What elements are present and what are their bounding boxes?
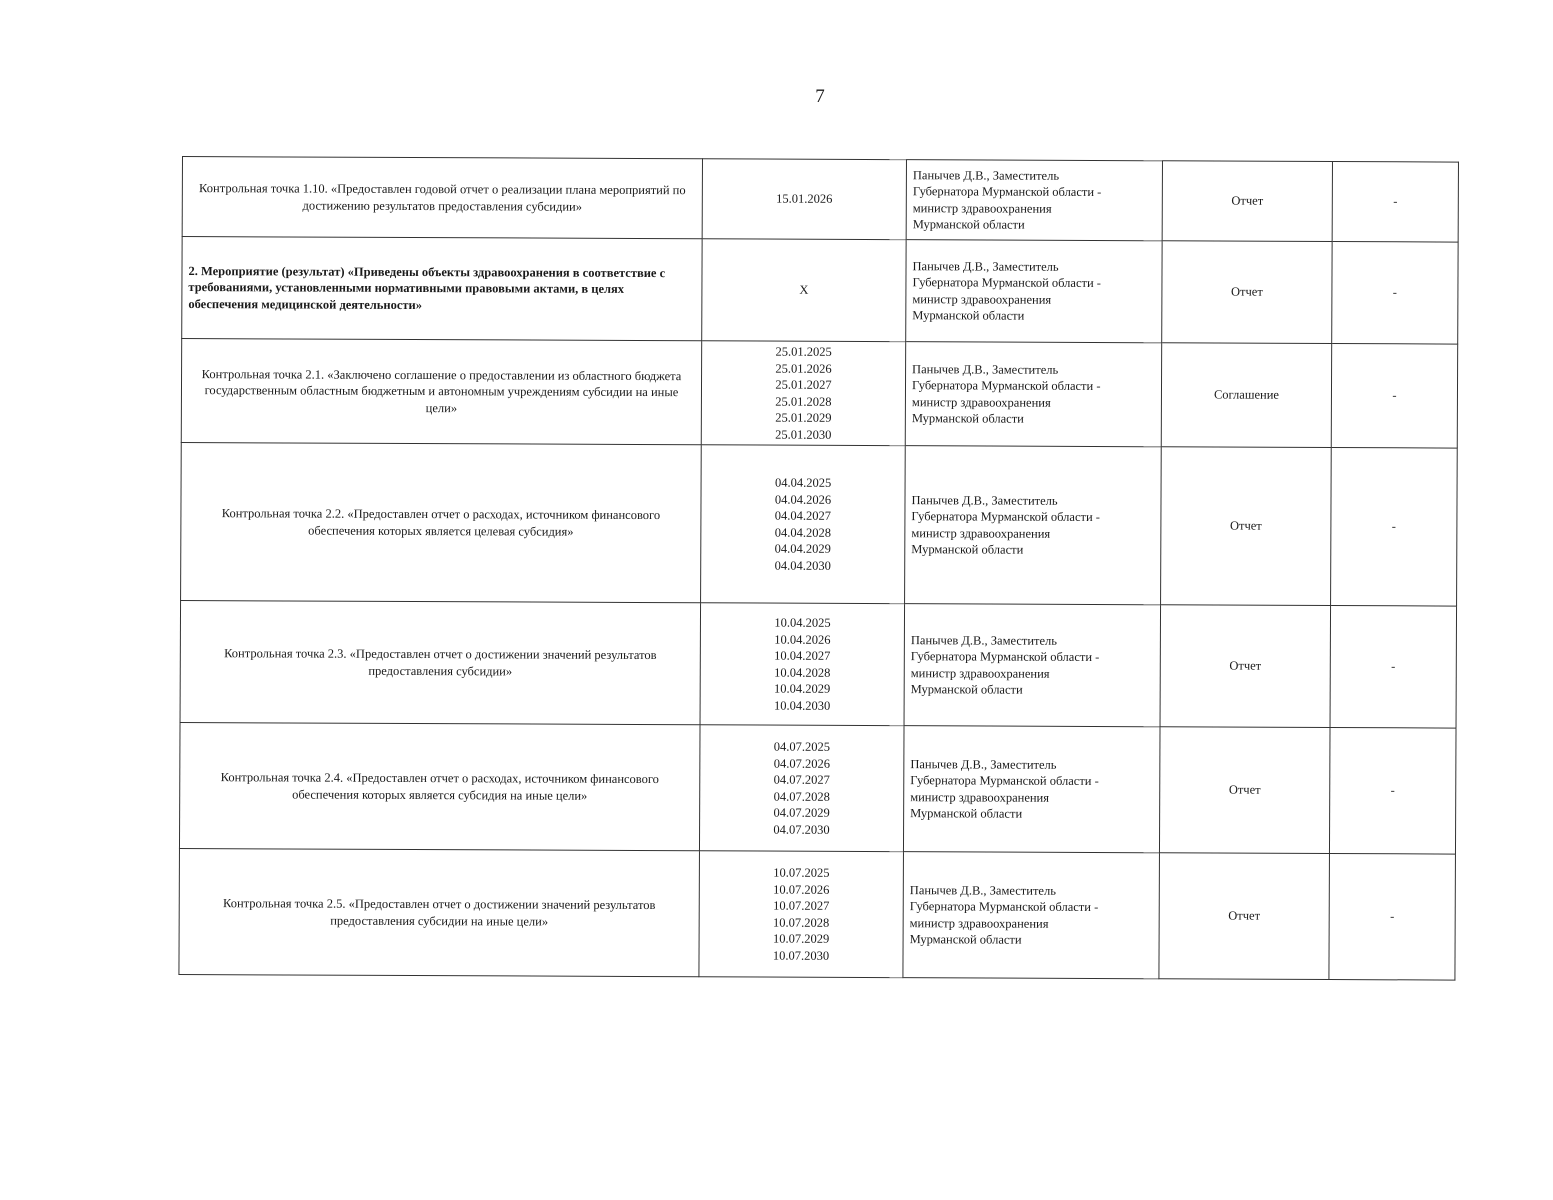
row-document-cell: Отчет	[1160, 605, 1331, 728]
table-row	[182, 157, 1458, 243]
date-value: 10.07.2030	[772, 948, 830, 963]
date-value: 04.04.2030	[774, 558, 831, 573]
row-name-cell: Контрольная точка 1.10. «Предоставлен годовой отчет о реализации плана мероприятий по достижению результатов предоставления субсидии»	[182, 157, 702, 239]
responsible-line: Панычев Д.В., Заместитель	[910, 756, 1057, 772]
responsible-line: Панычев Д.В., Заместитель	[912, 361, 1059, 377]
row-extra-cell: -	[1329, 728, 1456, 855]
date-value: 25.01.2028	[775, 394, 832, 409]
responsible-line: министр здравоохранения	[911, 394, 1051, 410]
responsible-line: Мурманской области	[910, 806, 1023, 821]
responsible-line: Мурманской области	[911, 542, 1024, 557]
row-document-cell: Отчет	[1159, 727, 1330, 854]
row-responsible-cell	[903, 852, 1160, 979]
date-value: 10.04.2027	[774, 648, 831, 663]
row-responsible-cell	[905, 446, 1162, 605]
date-value: 04.04.2028	[774, 525, 832, 540]
date-value: 10.04.2025	[774, 615, 831, 630]
responsible-line: Мурманской области	[910, 682, 1023, 697]
responsible-line: Губернатора Мурманской области -	[911, 378, 1101, 394]
row-name-cell: Контрольная точка 2.3. «Предоставлен отчет о достижении значений результатов предоставления субсидии»	[180, 600, 701, 724]
row-dates-cell	[699, 725, 904, 852]
date-value: 04.07.2029	[773, 805, 830, 820]
row-name-cell: Контрольная точка 2.1. «Заключено соглашение о предоставлении из областного бюджета государственным областным бюджетным и автономным учреждениям субсидии на иные цели»	[181, 339, 701, 445]
responsible-line: министр здравоохранения	[909, 915, 1049, 931]
responsible-line: министр здравоохранения	[911, 525, 1051, 541]
row-dates-cell	[702, 159, 906, 240]
date-value: 25.01.2029	[775, 410, 832, 425]
responsible-line: Панычев Д.В., Заместитель	[911, 492, 1058, 508]
responsible-line: Панычев Д.В., Заместитель	[909, 882, 1056, 898]
row-dates-cell	[701, 445, 906, 604]
date-value: 04.04.2027	[774, 508, 832, 523]
responsible-line: Губернатора Мурманской области -	[912, 275, 1102, 291]
row-document-cell: Отчет	[1159, 853, 1330, 980]
date-value: X	[799, 282, 809, 297]
row-responsible-cell	[904, 604, 1161, 727]
table-row	[182, 237, 1458, 345]
responsible-line: Губернатора Мурманской области -	[912, 184, 1102, 200]
responsible-line: Мурманской области	[909, 932, 1022, 947]
page-number: 7	[815, 86, 825, 107]
row-name-cell: Контрольная точка 2.5. «Предоставлен отчет о достижении значений результатов предоставления субсидии на иные цели»	[179, 848, 700, 976]
row-responsible-cell	[906, 160, 1162, 241]
row-name-cell: Контрольная точка 2.2. «Предоставлен отчет о расходах, источником финансового обеспечения которых является целевая субсидия»	[181, 442, 702, 602]
row-document-cell: Отчет	[1162, 161, 1332, 242]
date-value: 04.04.2025	[774, 475, 832, 490]
date-value: 10.07.2028	[773, 915, 830, 930]
responsible-line: министр здравоохранения	[912, 200, 1052, 216]
date-value: 15.01.2026	[776, 191, 833, 207]
date-value: 04.07.2027	[773, 772, 830, 787]
row-dates-cell	[699, 851, 904, 978]
responsible-line: министр здравоохранения	[910, 665, 1050, 681]
date-value: 10.04.2029	[774, 681, 831, 696]
responsible-line: министр здравоохранения	[910, 789, 1050, 805]
date-value: 04.07.2030	[773, 822, 830, 837]
row-name-cell: 2. Мероприятие (результат) «Приведены объекты здравоохранения в соответствие с требованиями, установленными нормативными правовыми актами, в целях обеспечения медицинской деятельности»	[182, 237, 702, 341]
row-extra-cell: -	[1331, 448, 1458, 607]
date-value: 10.04.2030	[773, 698, 831, 713]
row-dates-cell	[701, 341, 905, 446]
row-responsible-cell	[903, 726, 1160, 853]
table-row	[180, 600, 1457, 728]
responsible-line: Губернатора Мурманской области -	[911, 509, 1100, 525]
date-value: 10.07.2025	[773, 865, 830, 880]
row-extra-cell: -	[1329, 854, 1456, 981]
responsible-line: министр здравоохранения	[912, 291, 1052, 307]
date-value: 25.01.2027	[775, 377, 832, 392]
responsible-line: Губернатора Мурманской области -	[910, 649, 1100, 665]
responsible-line: Панычев Д.В., Заместитель	[912, 258, 1059, 274]
table-row	[181, 339, 1457, 449]
date-value: 04.04.2026	[774, 492, 832, 507]
row-dates-cell	[700, 603, 905, 726]
responsible-line: Панычев Д.В., Заместитель	[912, 167, 1060, 183]
responsible-line: Губернатора Мурманской области -	[909, 899, 1099, 915]
responsible-line: Панычев Д.В., Заместитель	[910, 632, 1058, 648]
control-points-table	[178, 156, 1459, 981]
row-document-cell: Соглашение	[1161, 343, 1331, 448]
row-document-cell: Отчет	[1162, 241, 1332, 344]
row-extra-cell: -	[1330, 606, 1457, 729]
table-row	[179, 848, 1456, 980]
date-value: 04.04.2029	[774, 541, 831, 556]
date-value: 10.07.2027	[773, 898, 830, 913]
row-responsible-cell	[905, 342, 1161, 447]
date-value: 25.01.2030	[775, 427, 832, 442]
date-value: 10.04.2026	[774, 632, 831, 647]
responsible-line: Мурманской области	[911, 411, 1024, 426]
table-row	[179, 722, 1456, 854]
row-dates-cell	[702, 239, 906, 342]
table-row	[181, 442, 1458, 606]
row-extra-cell: -	[1332, 162, 1458, 243]
date-value: 04.07.2028	[773, 789, 830, 804]
responsible-line: Мурманской области	[912, 217, 1025, 232]
date-value: 04.07.2025	[773, 739, 831, 754]
date-value: 25.01.2026	[775, 361, 832, 376]
date-value: 25.01.2025	[775, 344, 832, 359]
date-value: 04.07.2026	[773, 756, 831, 771]
date-value: 10.07.2026	[773, 882, 830, 897]
table-body	[179, 157, 1459, 981]
responsible-line: Мурманской области	[912, 308, 1025, 323]
row-name-cell: Контрольная точка 2.4. «Предоставлен отчет о расходах, источником финансового обеспечения которых является субсидия на иные цели»	[179, 722, 700, 850]
row-document-cell: Отчет	[1161, 447, 1332, 606]
row-responsible-cell	[906, 240, 1162, 343]
row-extra-cell: -	[1332, 242, 1458, 345]
date-value: 10.07.2029	[772, 931, 830, 946]
date-value: 10.04.2028	[774, 665, 831, 680]
row-extra-cell: -	[1331, 344, 1457, 449]
responsible-line: Губернатора Мурманской области -	[910, 773, 1099, 789]
